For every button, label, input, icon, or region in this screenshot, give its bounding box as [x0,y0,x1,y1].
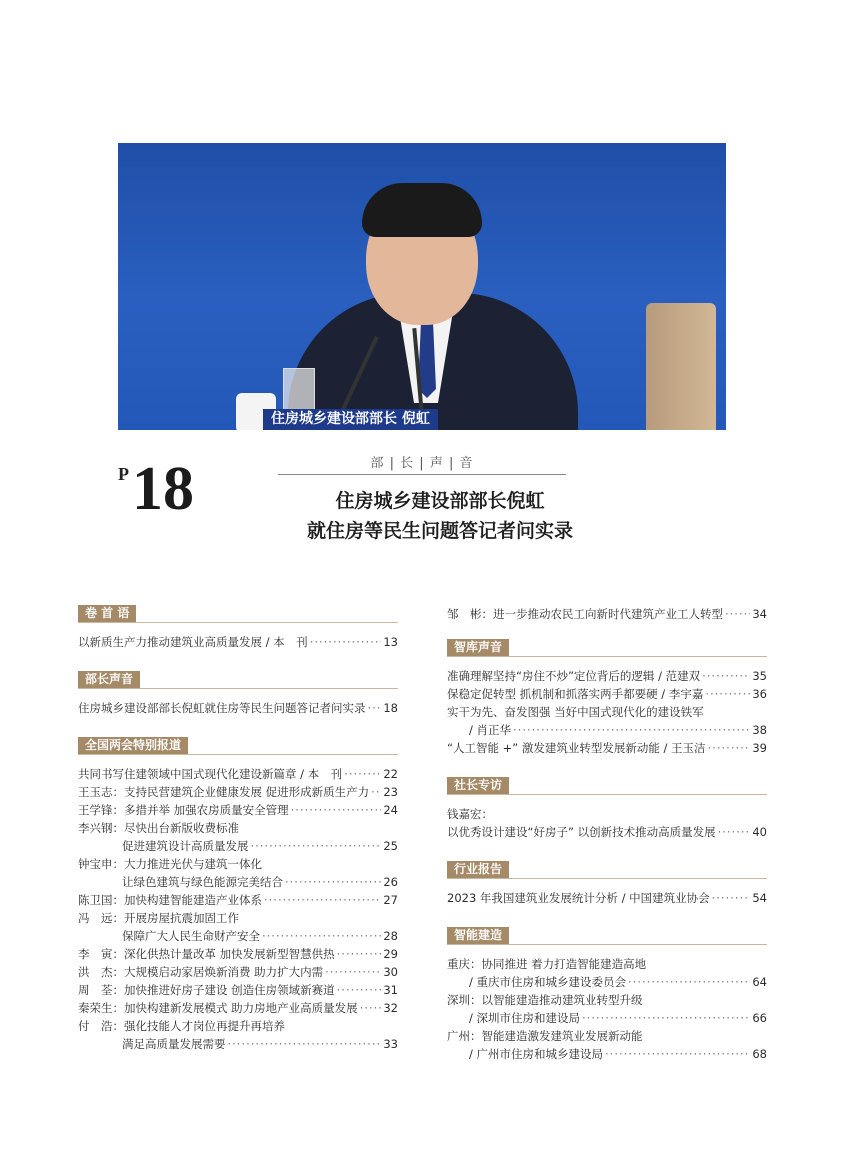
toc-right-column [447,605,767,1063]
chair [646,303,716,430]
toc-entry[interactable]: “人工智能 +” 激发建筑业转型发展新动能 / 王玉洁 ····· 39 [447,739,767,757]
toc-entry[interactable]: 周 荃：加快推进好房子建设 创造住房领域新赛道 ····· 31 [78,981,398,999]
toc-entry[interactable]: 满足高质量发展需要 ····· 33 [78,1035,398,1053]
toc-left-column [78,605,398,1053]
toc-section [447,861,767,907]
toc-entry[interactable]: 住房城乡建设部部长倪虹就住房等民生问题答记者问实录 ····· 18 [78,699,398,717]
toc-entry[interactable]: 让绿色建筑与绿色能源完美结合 ····· 26 [78,873,398,891]
toc-entry-line[interactable]: 深圳：以智能建造推动建筑业转型升级 [447,993,643,1007]
toc-section [447,927,767,1063]
toc-entry-line[interactable]: 冯 远：开展房屋抗震加固工作 [78,911,239,925]
toc-entry[interactable]: 洪 杰：大规模启动家居焕新消费 助力扩大内需 ····· 30 [78,963,398,981]
toc-section [447,639,767,757]
section-heading: 行业报告 [447,861,509,878]
toc-entry[interactable]: 共同书写住建领域中国式现代化建设新篇章 / 本 刊 ····· 22 [78,765,398,783]
divider [278,474,566,475]
toc-entry[interactable]: / 重庆市住房和城乡建设委员会 ····· 64 [447,973,767,991]
section-heading: 卷 首 语 [78,605,136,622]
toc-entry[interactable]: 邹 彬：进一步推动农民工向新时代建筑产业工人转型 ····· 34 [447,605,767,623]
toc-entry[interactable]: 保障广大人民生命财产安全 ····· 28 [78,927,398,945]
toc-section [78,671,398,717]
toc-entry[interactable]: / 深圳市住房和建设局 ····· 66 [447,1009,767,1027]
section-heading: 全国两会特别报道 [78,737,188,754]
toc-entry-line[interactable]: 实干为先、奋发图强 当好中国式现代化的建设铁军 [447,705,704,719]
toc-entry[interactable]: 李 寅：深化供热计量改革 加快发展新型智慧供热 ····· 29 [78,945,398,963]
toc-entry[interactable]: 促进建筑设计高质量发展 ····· 25 [78,837,398,855]
section-tag: 部 | 长 | 声 | 音 [370,456,474,471]
toc-entry[interactable]: / 肖正华 ····· 38 [447,721,767,739]
toc-entry-line[interactable]: 广州：智能建造激发建筑业发展新动能 [447,1029,643,1043]
toc-entry[interactable]: 2023 年我国建筑业发展统计分析 / 中国建筑业协会 ····· 54 [447,889,767,907]
toc-entry[interactable]: 保稳定促转型 抓机制和抓落实两手都要硬 / 李宇嘉 ····· 36 [447,685,767,703]
toc-entry-line[interactable]: 重庆：协同推进 着力打造智能建造高地 [447,957,647,971]
cover-photo [118,143,726,430]
toc-section [78,737,398,1053]
toc-entry[interactable]: 以优秀设计建设“好房子” 以创新技术推动高质量发展 ····· 40 [447,823,767,841]
feature-title-line: 就住房等民生问题答记者问实录 [306,520,573,542]
toc-entry[interactable]: 准确理解坚持“房住不炒”定位背后的逻辑 / 范建双 ····· 35 [447,667,767,685]
photo-caption: 住房城乡建设部部长 倪虹 [263,409,438,430]
toc-entry[interactable]: 以新质生产力推动建筑业高质量发展 / 本 刊 ····· 13 [78,633,398,651]
toc-entry[interactable]: 秦荣生：加快构建新发展模式 助力房地产业高质量发展 ····· 32 [78,999,398,1017]
toc-section [447,777,767,841]
toc-entry-line[interactable]: 李兴钢：尽快出台新版收费标准 [78,821,239,835]
section-heading: 智能建造 [447,927,509,944]
feature-title-line: 住房城乡建设部部长倪虹 [335,490,545,512]
toc-entry[interactable]: 王玉志：支持民营建筑企业健康发展 促进形成新质生产力 ····· 23 [78,783,398,801]
toc-entry[interactable]: / 广州市住房和城乡建设局 ····· 68 [447,1045,767,1063]
water-glass [283,368,315,415]
section-heading: 智库声音 [447,639,509,656]
toc-entry-line[interactable]: 钱嘉宏： [447,807,493,821]
toc-section [78,605,398,651]
page-number: 18 [132,455,194,523]
section-heading: 部长声音 [78,671,140,688]
toc-entry[interactable]: 王学锋：多措并举 加强农房质量安全管理 ····· 24 [78,801,398,819]
speaker-hair [362,183,482,237]
section-heading: 社长专访 [447,777,509,794]
toc-entry[interactable]: 陈卫国：加快构建智能建造产业体系 ····· 27 [78,891,398,909]
toc-entry-line[interactable]: 钟宝申：大力推进光伏与建筑一体化 [78,857,262,871]
page-prefix: P [118,464,129,484]
toc-entry-line[interactable]: 付 浩：强化技能人才岗位再提升再培养 [78,1019,285,1033]
feature-title [230,486,650,546]
